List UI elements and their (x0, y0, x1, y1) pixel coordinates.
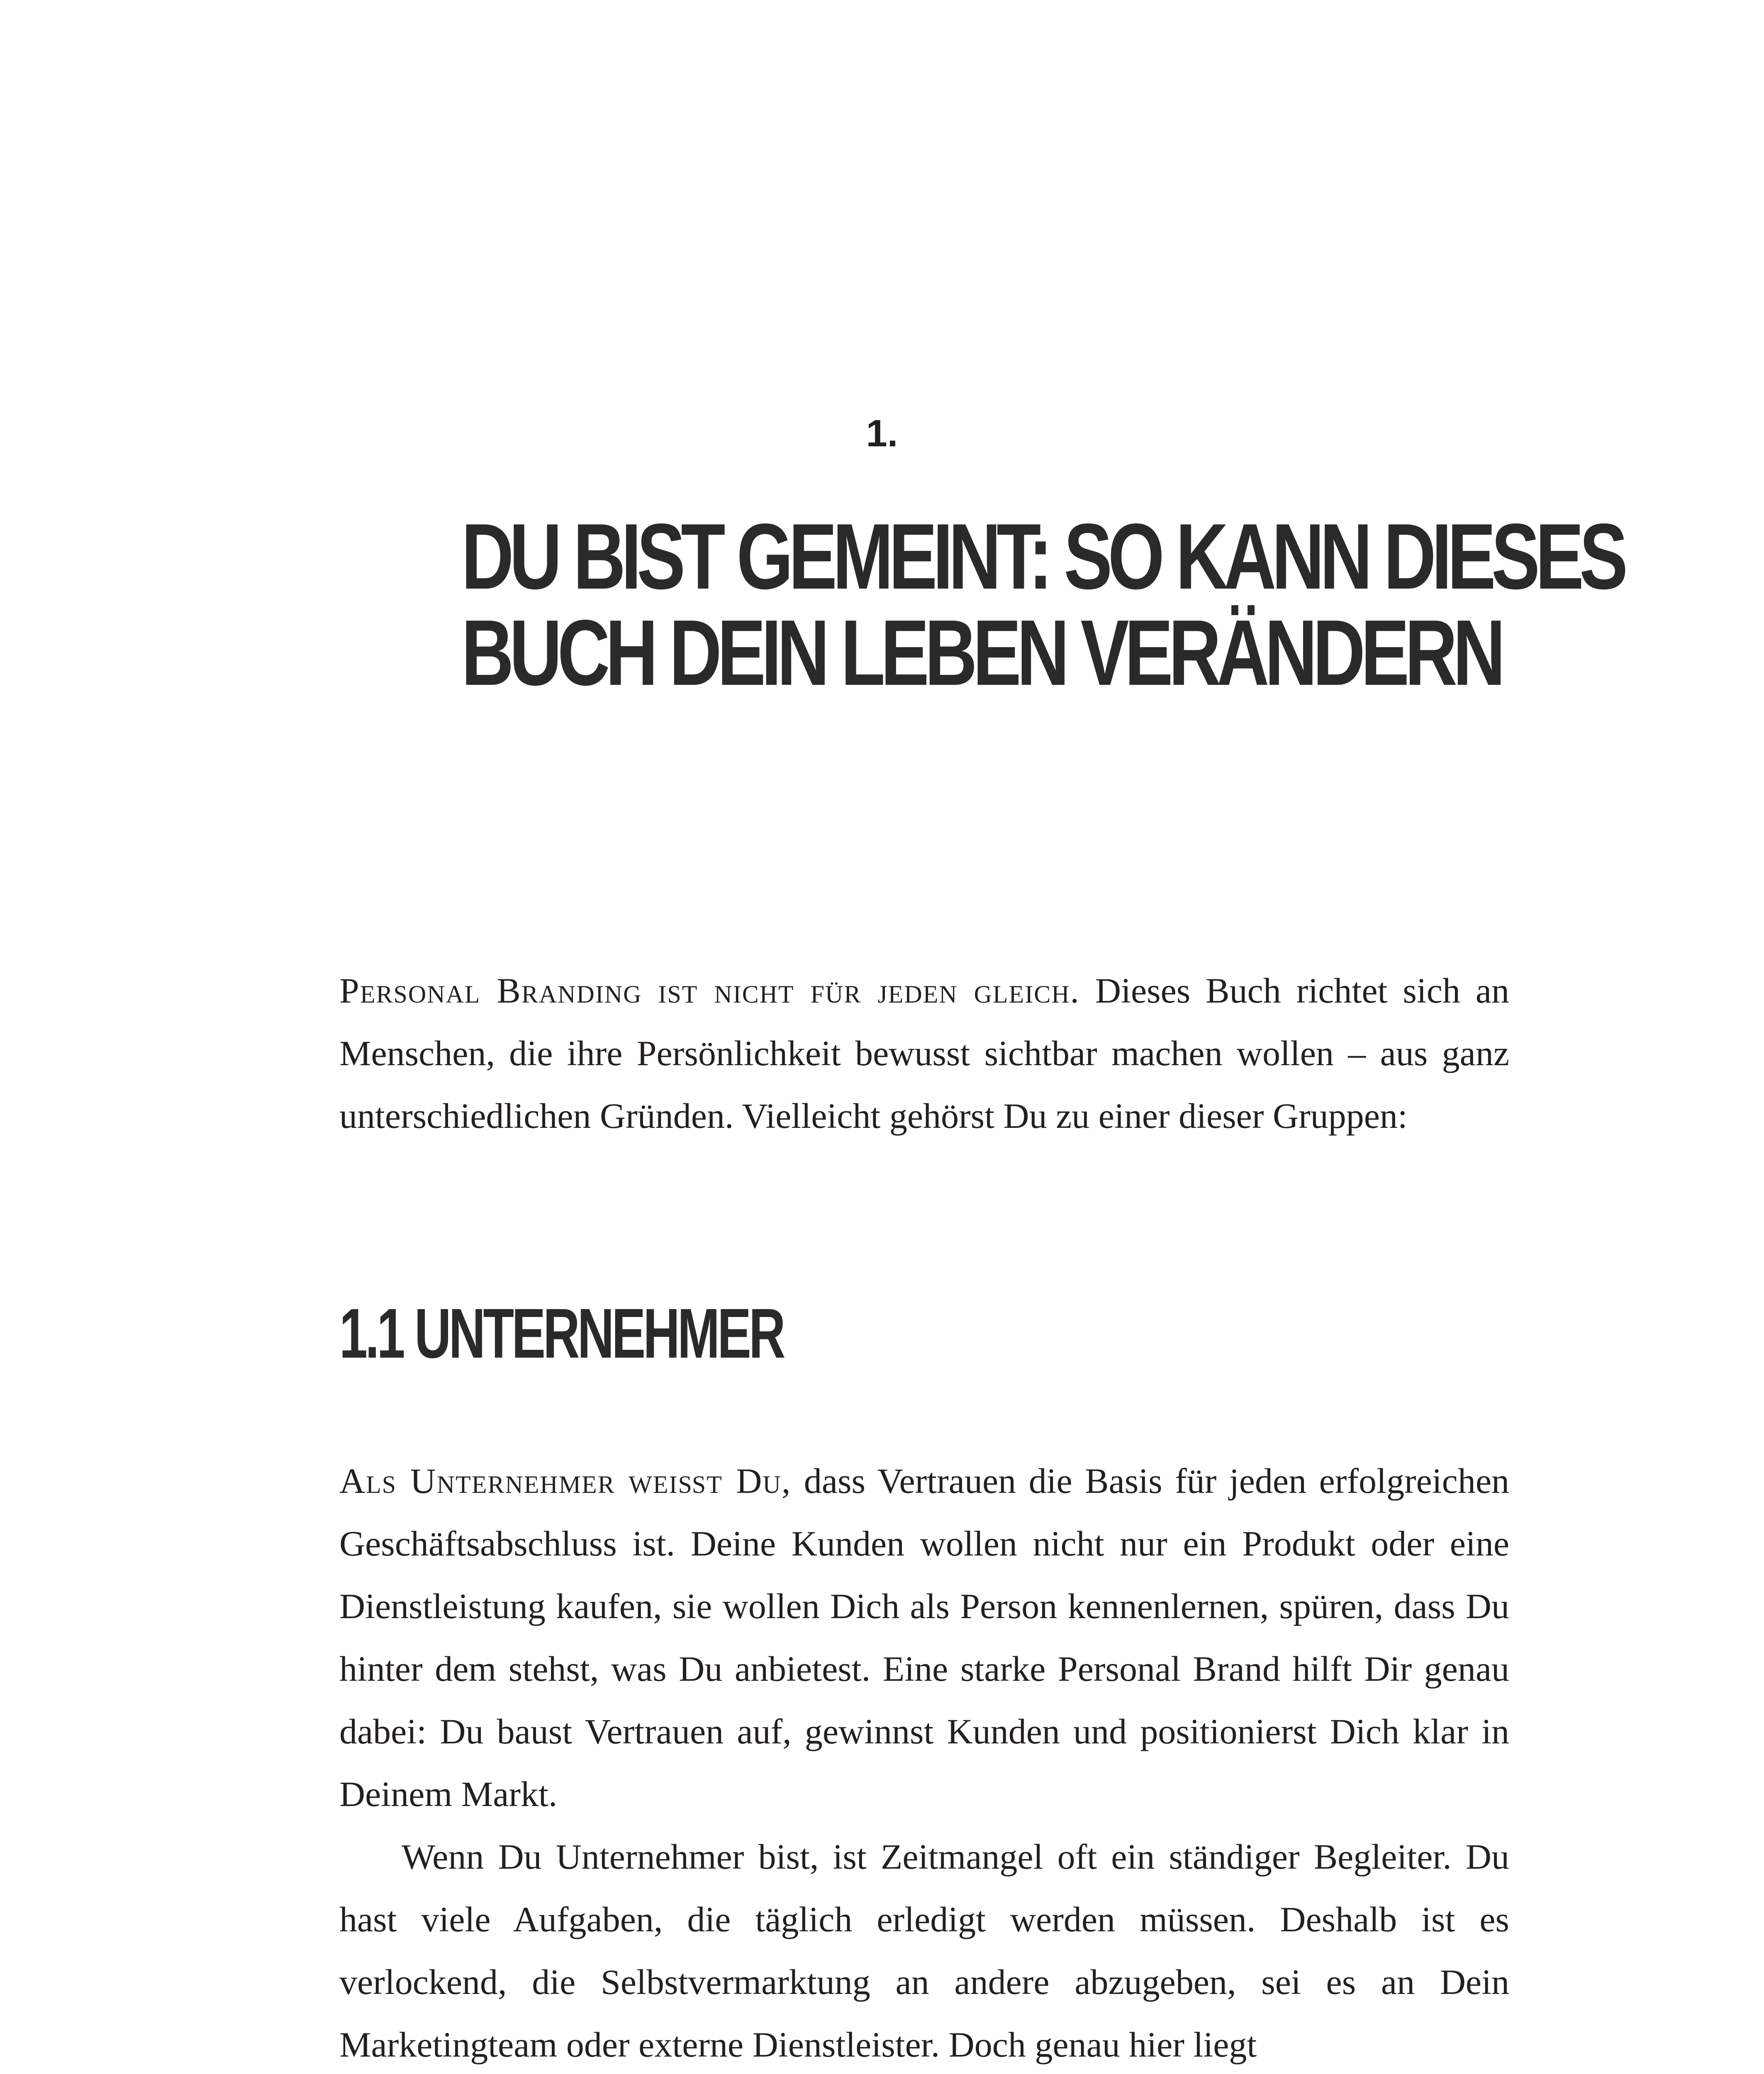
intro-paragraph (339, 959, 1509, 1147)
chapter-title-line: BUCH DEIN LEBEN VERÄNDERN (461, 600, 1501, 705)
chapter-title-line: DU BIST GEMEINT: SO KANN DIESES (461, 504, 1624, 609)
intro-text: Dieses Buch richtet sich an Menschen, die ihre Persönlichkeit bewusst sichtbar machen wollen – aus ganz unterschiedlichen Gründen. Vielleicht gehörst Du zu einer dieser Gruppen: (339, 971, 1509, 1136)
section-body (339, 1450, 1509, 2074)
paragraph-lead-in: Als Unternehmer weißt Du, (339, 1461, 792, 1501)
intro-lead-in: Personal Branding ist nicht für jeden gleich. (339, 971, 1080, 1010)
chapter-title (461, 504, 1624, 705)
paragraph-text: Wenn Du Unternehmer bist, ist Zeitmangel oft ein ständiger Begleiter. Du hast viele Aufgaben, die täglich erledigt werden müssen. Deshalb ist es verlockend, die Selbstvermarktung an andere abzugeben, sei es an Dein Marketingteam oder externe Dienstleister. Doch genau hier liegt (339, 1837, 1509, 2064)
chapter-number: 1. (866, 412, 898, 455)
section-heading: 1.1 UNTERNEHMER (339, 1294, 783, 1373)
body-paragraph (339, 1826, 1509, 2074)
paragraph-text: dass Vertrauen die Basis für jeden erfolgreichen Geschäftsabschluss ist. Deine Kunden wollen nicht nur ein Produkt oder eine Dienstleistung kaufen, sie wollen Dich als Person kennenlernen, spüren, dass Du hinter dem stehst, was Du anbietest. Eine starke Personal Brand hilft Dir genau dabei: Du baust Vertrauen auf, gewinnst Kunden und positionierst Dich klar in Deinem Markt. (339, 1461, 1509, 1814)
body-paragraph (339, 1450, 1509, 1826)
